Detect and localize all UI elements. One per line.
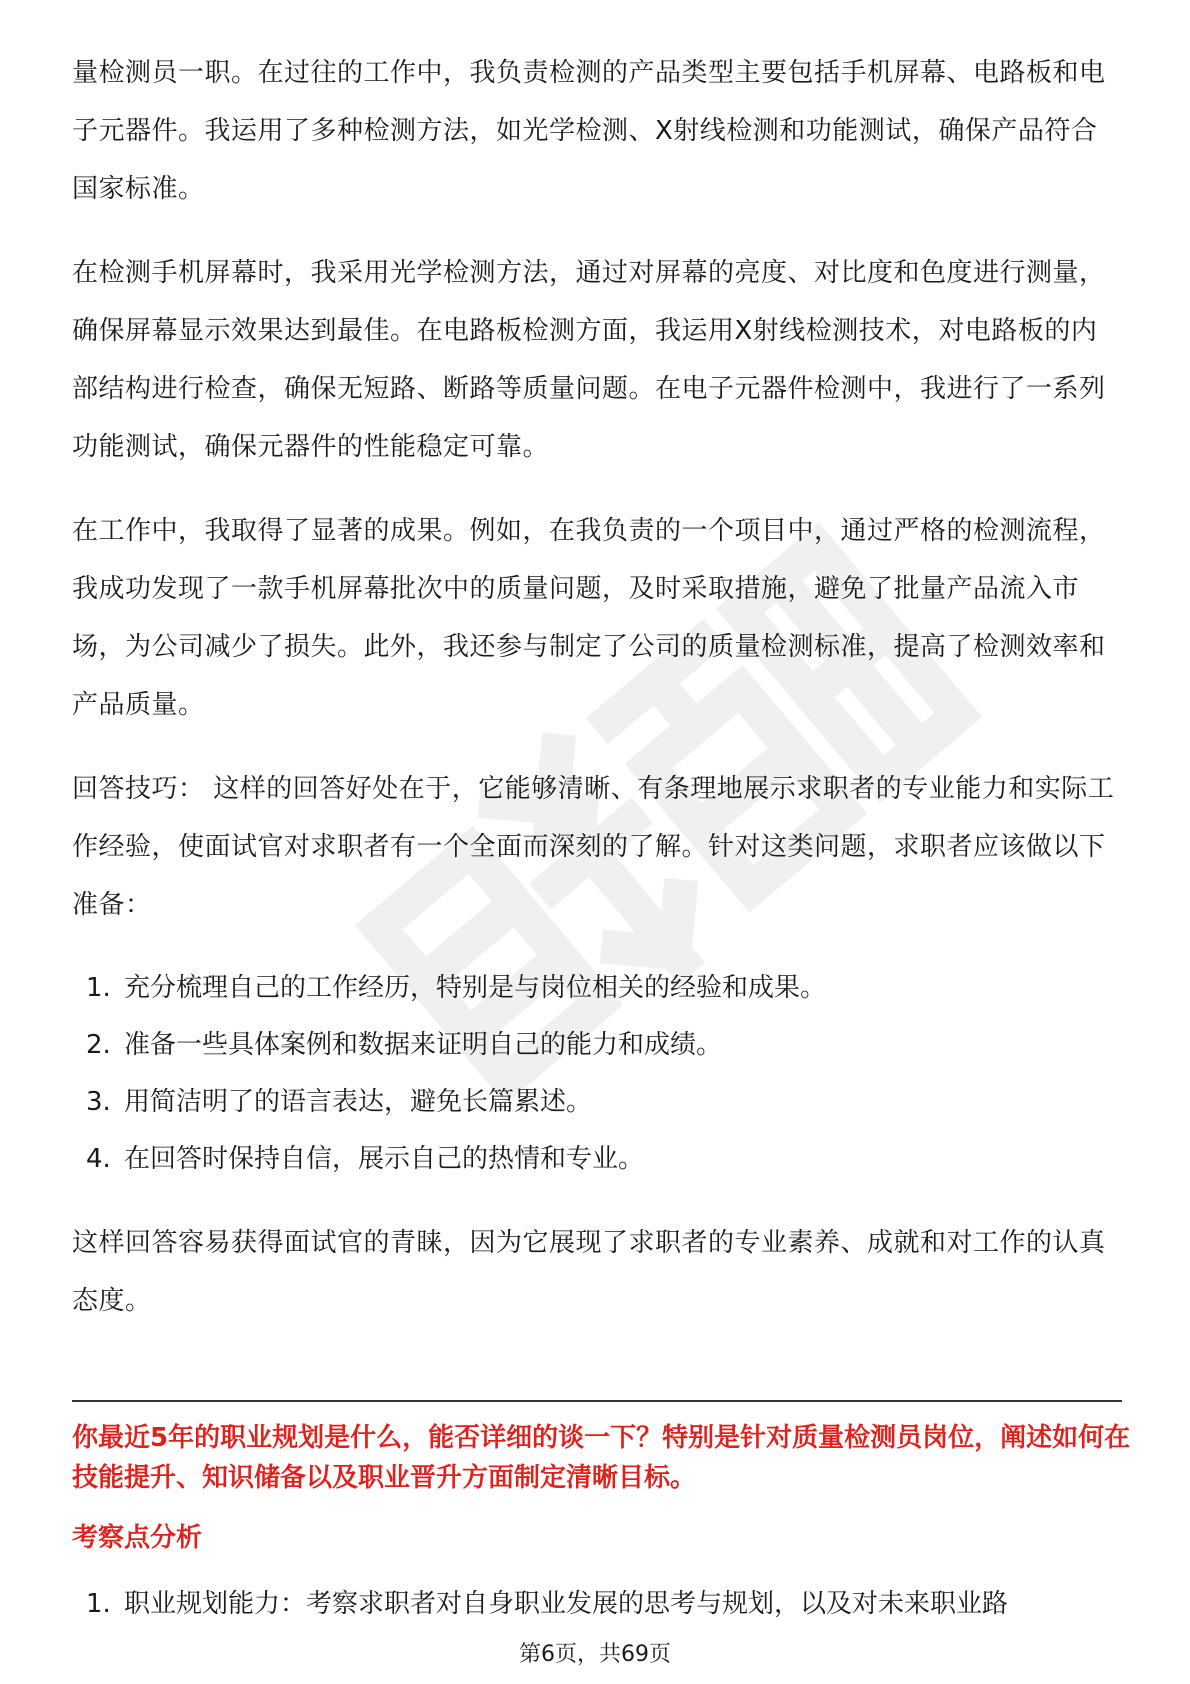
analysis-list-item [72, 1582, 1132, 1626]
document-body [72, 44, 1122, 1360]
list-item-text: 准备一些具体案例和数据来证明自己的能力和成绩。 [124, 1030, 723, 1060]
paragraph-achievements: 在工作中，我取得了显著的成果。例如，在我负责的一个项目中，通过严格的检测流程，我成功发现了一款手机屏幕批次中的质量问题，及时采取措施，避免了批量产品流入市场，为公司减少了损失。此外，我还参与制定了公司的质量检测标准，提高了检测效率和产品质量。 [72, 516, 1106, 720]
section-divider [72, 1400, 1122, 1402]
list-item [72, 1017, 1122, 1074]
list-item-number: 1. [86, 1589, 111, 1619]
list-item-text: 职业规划能力：考察求职者对自身职业发展的思考与规划，以及对未来职业路 [124, 1589, 1009, 1619]
list-item-text: 充分梳理自己的工作经历，特别是与岗位相关的经验和成果。 [124, 973, 827, 1003]
list-item-number: 2. [86, 1030, 111, 1060]
paragraph-experience-intro: 量检测员一职。在过往的工作中，我负责检测的产品类型主要包括手机屏幕、电路板和电子元器件。我运用了多种检测方法，如光学检测、X射线检测和功能测试，确保产品符合国家标准。 [72, 58, 1106, 204]
list-item-text: 用简洁明了的语言表达，避免长篇累述。 [124, 1087, 593, 1117]
list-item [72, 1074, 1122, 1131]
list-item-number: 3. [86, 1087, 111, 1117]
list-item-text: 在回答时保持自信，展示自己的热情和专业。 [124, 1144, 645, 1174]
analysis-heading: 考察点分析 [72, 1523, 203, 1553]
preparation-list [72, 960, 1122, 1188]
interview-question: 你最近5年的职业规划是什么，能否详细的谈一下？特别是针对质量检测员岗位，阐述如何在技能提升、知识储备以及职业晋升方面制定清晰目标。 [72, 1423, 1131, 1493]
page-number: 第6页，共69页 [519, 1642, 671, 1667]
list-item [72, 1131, 1122, 1188]
paragraph-answer-tips: 回答技巧： 这样的回答好处在于，它能够清晰、有条理地展示求职者的专业能力和实际工作经验，使面试官对求职者有一个全面而深刻的了解。针对这类问题，求职者应该做以下准备： [72, 774, 1115, 920]
list-item-number: 4. [86, 1144, 111, 1174]
paragraph-detection-methods: 在检测手机屏幕时，我采用光学检测方法，通过对屏幕的亮度、对比度和色度进行测量，确保屏幕显示效果达到最佳。在电路板检测方面，我运用X射线检测技术，对电路板的内部结构进行检查，确保无短路、断路等质量问题。在电子元器件检测中，我进行了一系列功能测试，确保元器件的性能稳定可靠。 [72, 258, 1106, 462]
paragraph-closing: 这样回答容易获得面试官的青睐，因为它展现了求职者的专业素养、成就和对工作的认真态度。 [72, 1228, 1106, 1316]
list-item-number: 1. [86, 973, 111, 1003]
list-item [72, 960, 1122, 1017]
